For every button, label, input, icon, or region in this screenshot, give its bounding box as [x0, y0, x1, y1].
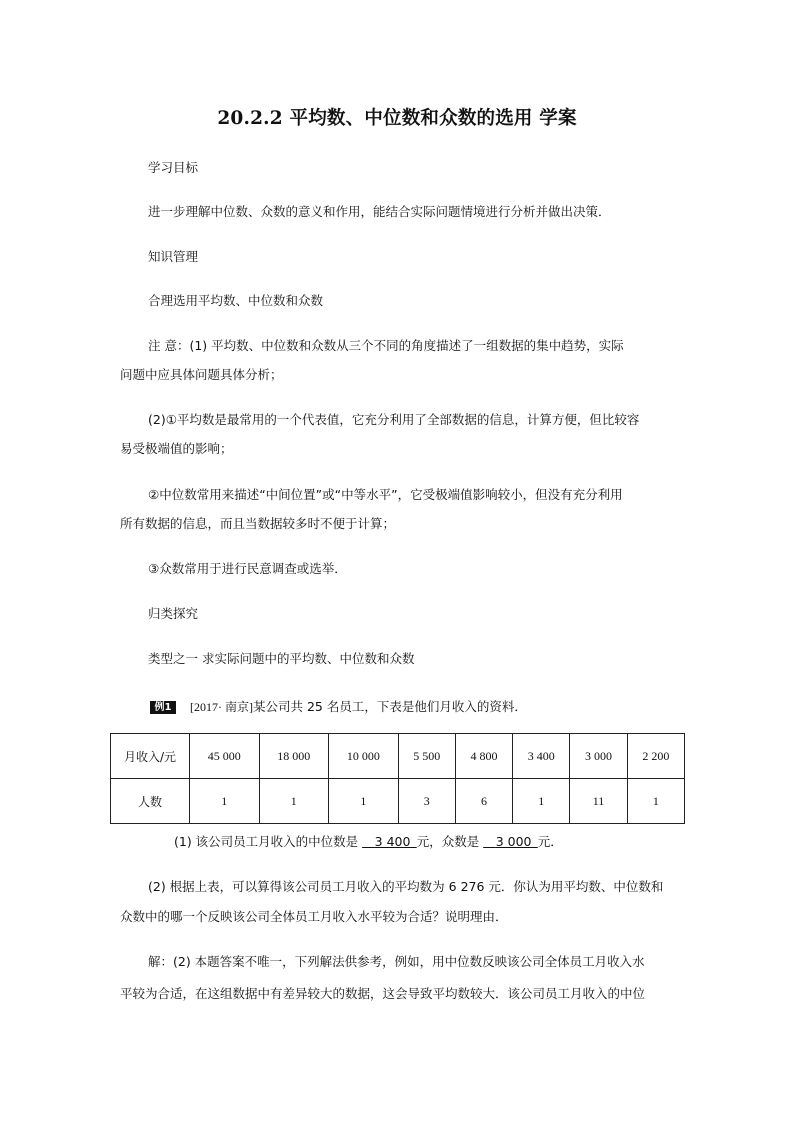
solution-line-1: 解：(2) 本题答案不唯一，下列解法供参考，例如，用中位数反映该公司全体员工月收入水	[148, 954, 645, 969]
q1-median-value: 3 400	[374, 834, 411, 849]
q1-median-answer	[362, 834, 417, 849]
type-one-heading: 类型之一 求实际问题中的平均数、中位数和众数	[148, 651, 415, 666]
q1-mode-answer	[483, 834, 538, 849]
note-2-line-1: (2)①平均数是最常用的一个代表值，它充分利用了全部数据的信息，计算方便，但比较容	[148, 412, 640, 427]
note-4: ③众数常用于进行民意调查或选举．	[148, 561, 347, 576]
section-heading-explore: 归类探究	[148, 606, 199, 621]
table-cell: 5 500	[398, 734, 455, 779]
note-line-1: 注 意：(1) 平均数、中位数和众数从三个不同的角度描述了一组数据的集中趋势，实际	[148, 338, 624, 353]
table-cell: 1	[329, 779, 399, 824]
goals-text: 进一步理解中位数、众数的意义和作用，能结合实际问题情境进行分析并做出决策．	[148, 204, 611, 219]
income-table	[110, 733, 685, 824]
table-cell: 2 200	[627, 734, 684, 779]
q1-suffix: 元．	[537, 834, 563, 849]
section-heading-knowledge: 知识管理	[148, 249, 199, 264]
q1-prefix: (1) 该公司员工月收入的中位数是	[174, 834, 363, 849]
table-cell: 10 000	[329, 734, 399, 779]
example-badge: 例1	[150, 701, 176, 714]
table-cell: 45 000	[190, 734, 260, 779]
table-cell: 4 800	[455, 734, 512, 779]
knowledge-topic: 合理选用平均数、中位数和众数	[148, 293, 324, 308]
q1-mode-value: 3 000	[495, 834, 532, 849]
example-intro	[190, 699, 527, 715]
q1-middle: 元，众数是	[416, 834, 484, 849]
example-source: [2017· 南京]	[190, 700, 253, 714]
note-2-line-2: 易受极端值的影响；	[120, 441, 233, 456]
table-header-income: 月收入/元	[111, 734, 190, 779]
note-3-line-1: ②中位数常用来描述“中间位置”或“中等水平”，它受极端值影响较小，但没有充分利用	[148, 487, 623, 502]
table-cell: 1	[513, 779, 570, 824]
note-3-line-2: 所有数据的信息，而且当数据较多时不便于计算；	[120, 516, 396, 531]
table-cell: 1	[190, 779, 260, 824]
table-cell: 1	[627, 779, 684, 824]
question-1	[174, 834, 563, 850]
table-cell: 3 400	[513, 734, 570, 779]
table-row-income	[111, 734, 685, 779]
document-title: 20.2.2 平均数、中位数和众数的选用 学案	[217, 108, 577, 129]
solution-line-2: 平较为合适，在这组数据中有差异较大的数据，这会导致平均数较大．该公司员工月收入的中位	[120, 986, 646, 1001]
table-cell: 6	[455, 779, 512, 824]
table-cell: 1	[259, 779, 329, 824]
table-cell: 18 000	[259, 734, 329, 779]
section-heading-goals: 学习目标	[148, 160, 199, 175]
question-2-line-2: 众数中的哪一个反映该公司全体员工月收入水平较为合适？说明理由．	[120, 909, 508, 924]
table-header-count: 人数	[111, 779, 190, 824]
table-cell: 11	[570, 779, 627, 824]
example-text: 某公司共 25 名员工，下表是他们月收入的资料．	[253, 699, 527, 714]
question-2-line-1: (2) 根据上表，可以算得该公司员工月收入的平均数为 6 276 元．你认为用平均数、中位数和	[148, 879, 664, 894]
table-cell: 3 000	[570, 734, 627, 779]
table-cell: 3	[398, 779, 455, 824]
note-line-2: 问题中应具体问题具体分析；	[120, 367, 283, 382]
table-row-count	[111, 779, 685, 824]
